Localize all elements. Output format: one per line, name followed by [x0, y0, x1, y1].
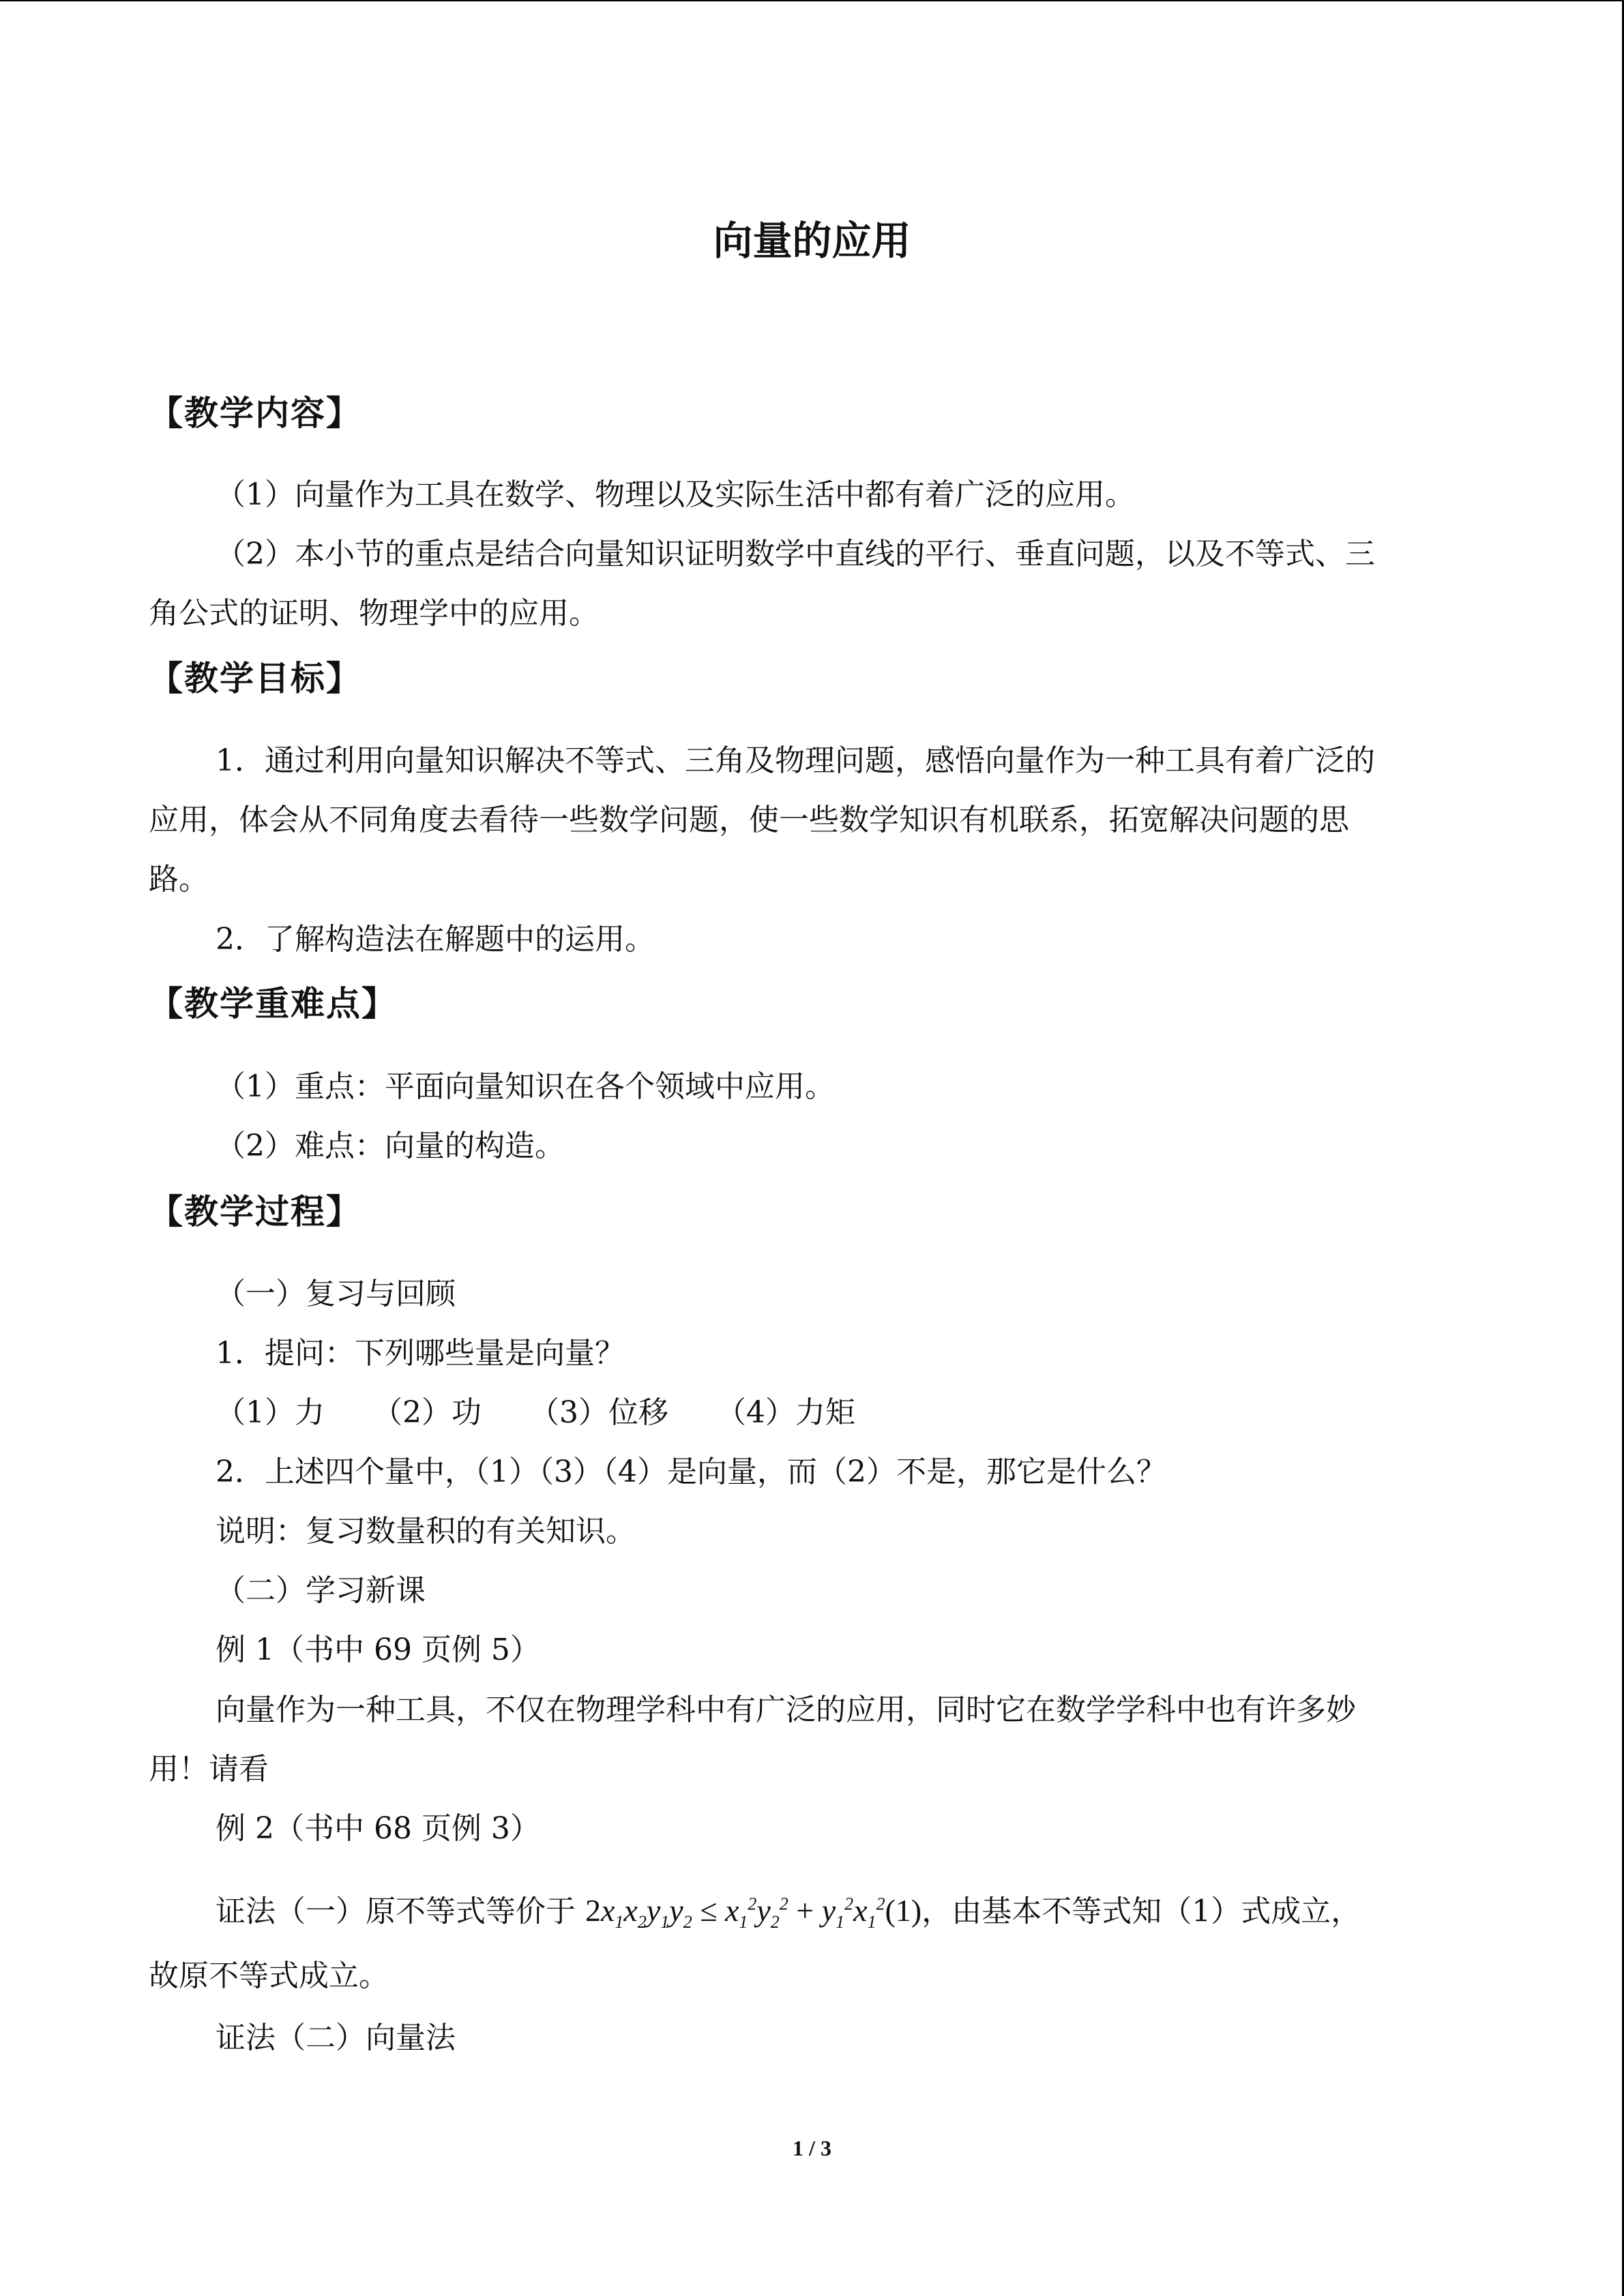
document-title: 向量的应用 [713, 218, 911, 264]
review-note: 说明：复习数量积的有关知识。 [216, 1514, 636, 1549]
option-force: （1）力 [216, 1395, 325, 1430]
options-row [216, 1394, 855, 1432]
option-torque: （4）力矩 [716, 1395, 855, 1430]
goal-1-line-1: 1．通过利用向量知识解决不等式、三角及物理问题，感悟向量作为一种工具有着广泛的 [216, 743, 1375, 778]
proof-1-line-1 [216, 1885, 1361, 1942]
page-number: 1 / 3 [793, 2136, 831, 2160]
key-point-2: （2）难点：向量的构造。 [216, 1129, 565, 1163]
key-point-1: （1）重点：平面向量知识在各个领域中应用。 [216, 1069, 835, 1104]
intro-line-1: 向量作为一种工具，不仅在物理学科中有广泛的应用，同时它在数学学科中也有许多妙 [216, 1693, 1356, 1727]
example-1: 例 1（书中 69 页例 5） [216, 1632, 540, 1667]
option-displacement: （3）位移 [529, 1395, 668, 1430]
option-work: （2）功 [372, 1395, 482, 1430]
content-paragraph-2-line-1: （2）本小节的重点是结合向量知识证明数学中直线的平行、垂直问题，以及不等式、三 [216, 537, 1375, 571]
review-title: （一）复习与回顾 [216, 1277, 456, 1311]
example-2: 例 2（书中 68 页例 3） [216, 1811, 540, 1846]
heading-key-points: 【教学重难点】 [149, 984, 397, 1024]
intro-line-2: 用！请看 [149, 1752, 269, 1787]
page-top-border [0, 0, 1624, 1]
goal-1-line-2: 应用，体会从不同角度去看待一些数学问题，使一些数学知识有机联系，拓宽解决问题的思 [149, 803, 1349, 837]
question-2: 2．上述四个量中，（1）（3）（4）是向量，而（2）不是，那它是什么？ [216, 1455, 1166, 1489]
proof-1-prefix: 证法（一）原不等式等价于 [216, 1894, 576, 1929]
content-paragraph-2-line-2: 角公式的证明、物理学中的应用。 [149, 596, 599, 631]
new-lesson-title: （二）学习新课 [216, 1573, 426, 1608]
heading-teaching-goals: 【教学目标】 [149, 659, 361, 698]
proof-1-line-2: 故原不等式成立。 [149, 1958, 389, 1993]
inequality-formula: $2x_1x_2y_1y_2 \le x_1^2y_2^2 + y_1^2x_1^2(1)$ [585, 1893, 922, 1933]
proof-2: 证法（二）向量法 [216, 2021, 456, 2055]
proof-1-suffix: ，由基本不等式知（1）式成立， [921, 1894, 1361, 1929]
question-1: 1．提问：下列哪些量是向量？ [216, 1336, 625, 1371]
heading-teaching-content: 【教学内容】 [149, 393, 361, 433]
content-paragraph-1: （1）向量作为工具在数学、物理以及实际生活中都有着广泛的应用。 [216, 477, 1135, 512]
heading-teaching-process: 【教学过程】 [149, 1192, 361, 1232]
goal-2: 2．了解构造法在解题中的运用。 [216, 922, 655, 957]
goal-1-line-3: 路。 [149, 862, 209, 897]
